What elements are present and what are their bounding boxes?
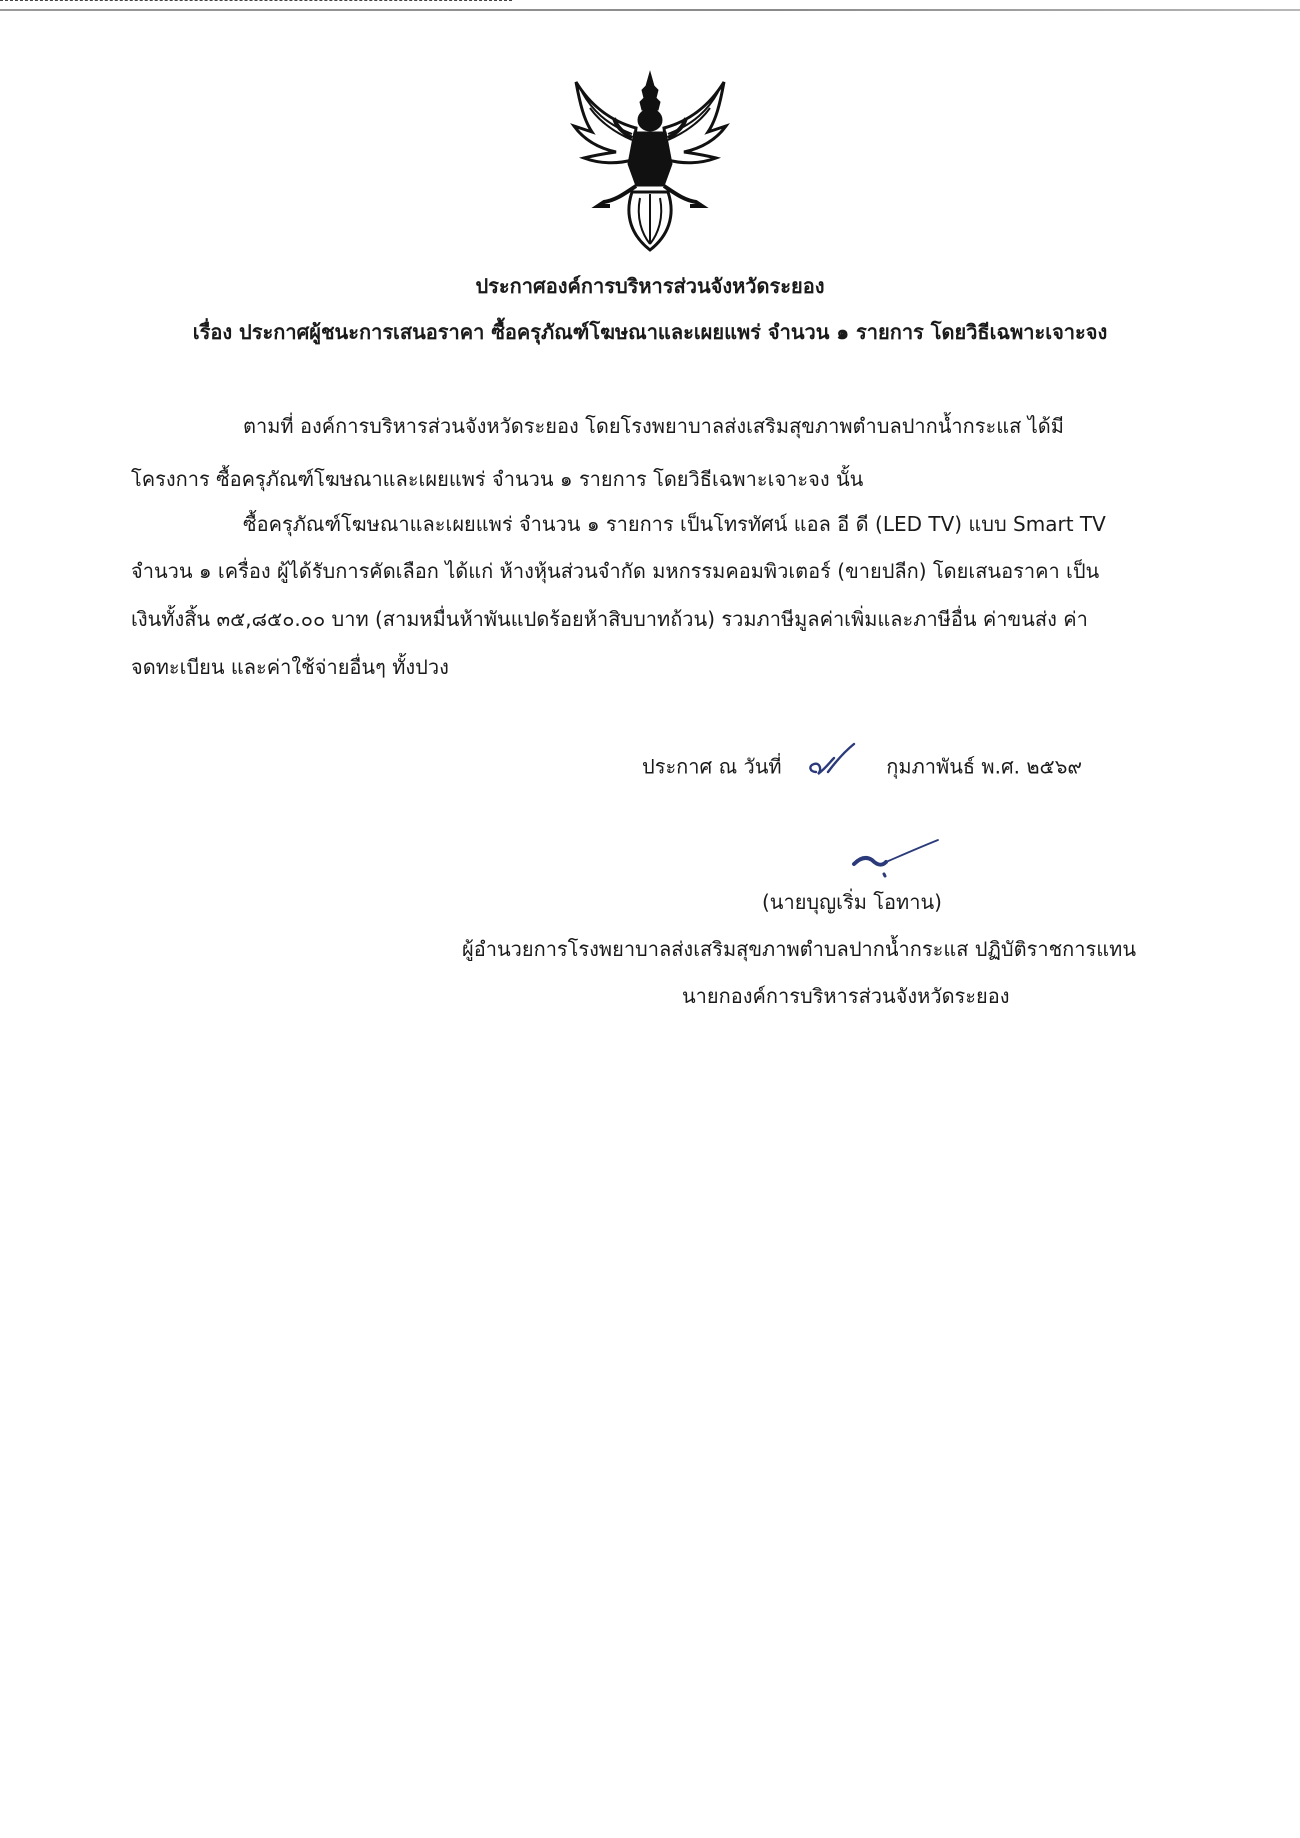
signatory-name: (นายบุญเริ่ม โอทาน) [762, 890, 942, 914]
top-border-line [0, 9, 1300, 11]
paragraph-1-line-2: โครงการ ซื้อครุภัณฑ์โฆษณาและเผยแพร่ จำนวน ๑ รายการ โดยวิธีเฉพาะเจาะจง นั้น [131, 467, 864, 491]
paragraph-1-line-1: ตามที่ องค์การบริหารส่วนจังหวัดระยอง โดยโรงพยาบาลส่งเสริมสุขภาพตำบลปากน้ำกระแส ได้มี [243, 414, 1064, 438]
paragraph-2-line-4: จดทะเบียน และค่าใช้จ่ายอื่นๆ ทั้งปวง [131, 655, 449, 679]
paragraph-2-line-1: ซื้อครุภัณฑ์โฆษณาและเผยแพร่ จำนวน ๑ รายการ เป็นโทรทัศน์ แอล อี ดี (LED TV) แบบ Smart TV [243, 512, 1106, 536]
announcement-date [642, 748, 1082, 788]
paragraph-2-line-2: จำนวน ๑ เครื่อง ผู้ได้รับการคัดเลือก ได้แก่ ห้างหุ้นส่วนจำกัด มหกรรมคอมพิวเตอร์ (ขายปลีก) โดยเสนอราคา เป็น [131, 559, 1100, 583]
separator-line [0, 0, 512, 1]
signatory-position-line-2: นายกองค์การบริหารส่วนจังหวัดระยอง [682, 984, 1010, 1008]
document-title: ประกาศองค์การบริหารส่วนจังหวัดระยอง [475, 274, 825, 298]
document-subject: เรื่อง ประกาศผู้ชนะการเสนอราคา ซื้อครุภัณฑ์โฆษณาและเผยแพร่ จำนวน ๑ รายการ โดยวิธีเฉพาะเจาะจง [192, 320, 1108, 344]
announcement-prefix: ประกาศ ณ วันที่ [642, 754, 782, 779]
paragraph-2-line-3: เงินทั้งสิ้น ๓๕,๘๕๐.๐๐ บาท (สามหมื่นห้าพันแปดร้อยห้าสิบบาทถ้วน) รวมภาษีมูลค่าเพิ่มและภาษีอื่น ค่าขนส่ง ค่า [131, 607, 1088, 631]
handwritten-day-icon [788, 740, 880, 780]
handwritten-signature-icon [850, 838, 942, 880]
garuda-emblem-icon [562, 68, 738, 254]
announcement-month-year: กุมภาพันธ์ พ.ศ. ๒๕๖๙ [886, 754, 1083, 779]
signatory-position-line-1: ผู้อำนวยการโรงพยาบาลส่งเสริมสุขภาพตำบลปากน้ำกระแส ปฏิบัติราชการแทน [462, 937, 1136, 961]
